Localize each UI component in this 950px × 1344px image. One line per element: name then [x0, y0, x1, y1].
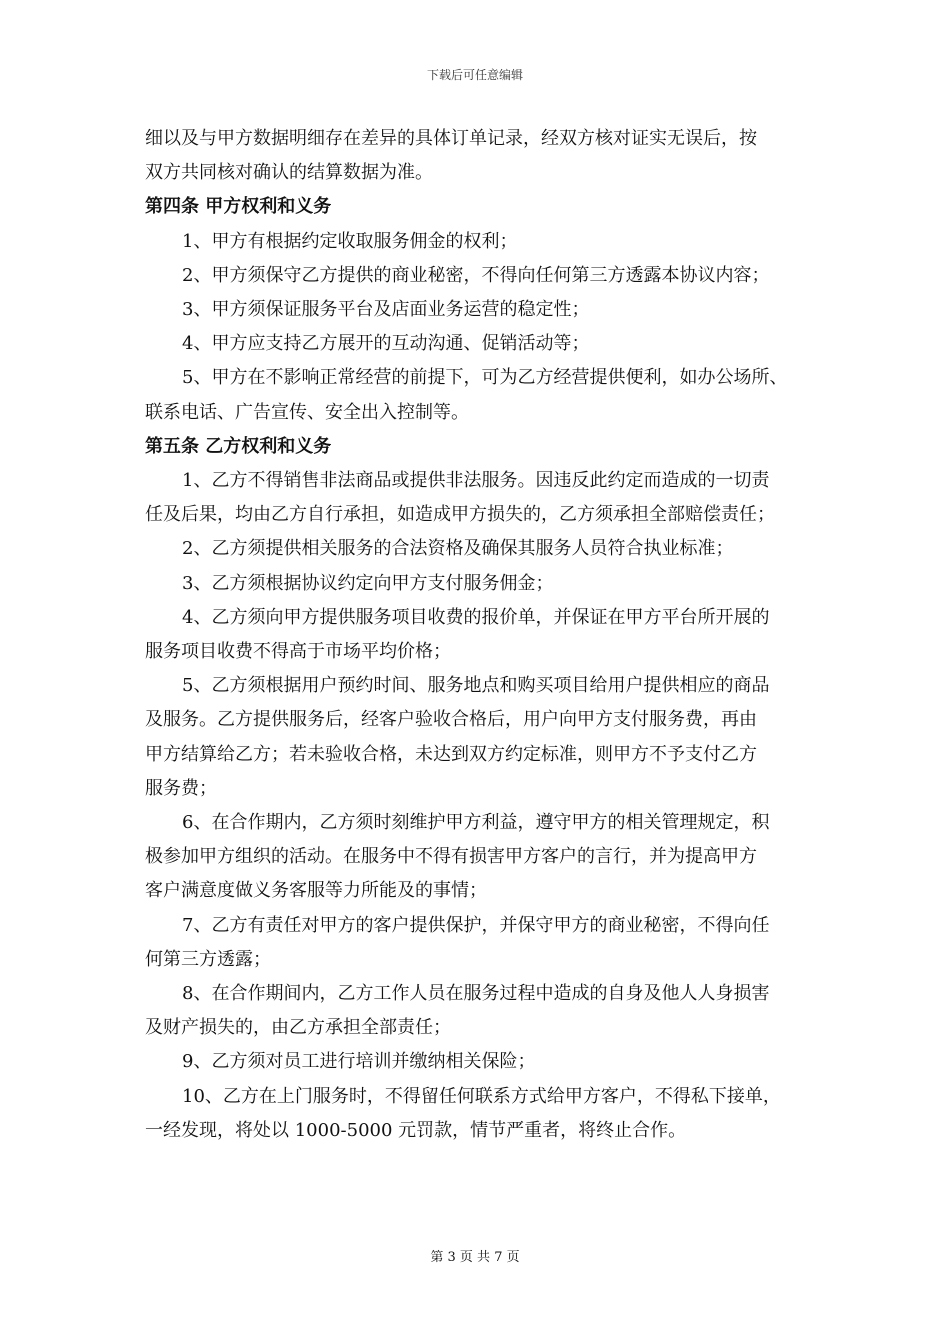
body-line: 服务费； — [145, 777, 217, 799]
body-line: 一经发现，将处以 1000-5000 元罚款，情节严重者，将终止合作。 — [145, 1119, 687, 1141]
body-line: 任及后果，均由乙方自行承担，如造成甲方损失的，乙方须承担全部赔偿责任； — [145, 504, 775, 526]
clause-line: 5、甲方在不影响正常经营的前提下，可为乙方经营提供便利，如办公场所、 — [182, 367, 788, 389]
body-line: 及服务。乙方提供服务后，经客户验收合格后，用户向甲方支付服务费，再由 — [145, 709, 757, 731]
clause-line: 1、乙方不得销售非法商品或提供非法服务。因违反此约定而造成的一切责 — [182, 470, 770, 492]
body-line: 细以及与甲方数据明细存在差异的具体订单记录，经双方核对证实无误后，按 — [145, 128, 757, 149]
clause-line: 3、乙方须根据协议约定向甲方支付服务佣金； — [182, 572, 554, 594]
document-body — [145, 122, 825, 1148]
body-line: 甲方结算给乙方；若未验收合格，未达到双方约定标准，则甲方不予支付乙方 — [145, 743, 757, 765]
section-heading-5: 第五条 乙方权利和义务 — [145, 435, 332, 457]
body-line: 极参加甲方组织的活动。在服务中不得有损害甲方客户的言行，并为提高甲方 — [145, 846, 757, 868]
clause-line: 7、乙方有责任对甲方的客户提供保护，并保守甲方的商业秘密，不得向任 — [182, 914, 770, 936]
clause-line: 3、甲方须保证服务平台及店面业务运营的稳定性； — [182, 299, 590, 321]
body-line: 何第三方透露； — [145, 948, 271, 970]
body-line: 客户满意度做义务客服等力所能及的事情； — [145, 880, 487, 902]
clause-line: 2、甲方须保守乙方提供的商业秘密，不得向任何第三方透露本协议内容； — [182, 264, 770, 286]
page-number-footer: 第 3 页 共 7 页 — [430, 1250, 520, 1265]
page-header: 下载后可任意编辑 — [426, 68, 523, 82]
body-line: 双方共同核对确认的结算数据为准。 — [145, 162, 433, 184]
clause-line: 5、乙方须根据用户预约时间、服务地点和购买项目给用户提供相应的商品 — [182, 675, 770, 697]
clause-line: 6、在合作期内，乙方须时刻维护甲方利益，遵守甲方的相关管理规定，积 — [182, 812, 770, 834]
body-line: 及财产损失的，由乙方承担全部责任； — [145, 1017, 451, 1039]
clause-line: 10、乙方在上门服务时，不得留任何联系方式给甲方客户，不得私下接单， — [182, 1085, 781, 1107]
body-line: 服务项目收费不得高于市场平均价格； — [145, 641, 451, 663]
clause-line: 2、乙方须提供相关服务的合法资格及确保其服务人员符合执业标准； — [182, 538, 734, 560]
clause-line: 4、甲方应支持乙方展开的互动沟通、促销活动等； — [182, 333, 590, 355]
clause-line: 1、甲方有根据约定收取服务佣金的权利； — [182, 230, 518, 252]
clause-line: 9、乙方须对员工进行培训并缴纳相关保险； — [182, 1051, 536, 1073]
clause-line: 8、在合作期间内，乙方工作人员在服务过程中造成的自身及他人人身损害 — [182, 983, 770, 1005]
section-heading-4: 第四条 甲方权利和义务 — [145, 196, 332, 218]
clause-line: 4、乙方须向甲方提供服务项目收费的报价单，并保证在甲方平台所开展的 — [182, 606, 770, 628]
body-line: 联系电话、广告宣传、安全出入控制等。 — [145, 401, 469, 423]
